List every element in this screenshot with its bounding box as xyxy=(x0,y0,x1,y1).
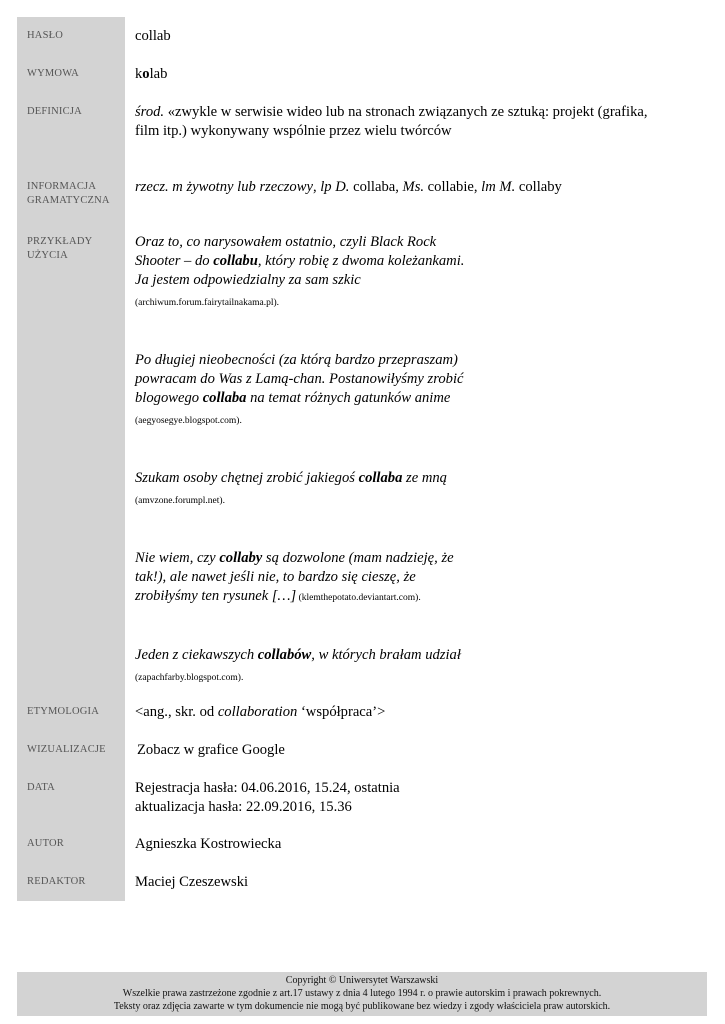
copyright-footer xyxy=(17,972,707,1016)
row-gramatyka xyxy=(17,168,707,223)
entry-dates: Rejestracja hasła: 04.06.2016, 15.24, ostatnia aktualizacja hasła: 22.09.2016, 15.36 xyxy=(135,780,400,815)
row-data xyxy=(17,769,707,825)
example-source: (amvzone.forumpl.net). xyxy=(135,496,225,506)
example-source: (archiwum.forum.fairytailnakama.pl). xyxy=(135,298,280,308)
definition-text: «zwykle w serwisie wideo lub na stronach związanych ze sztuką: projekt (grafika, film itp.) wykonywany wspólnie przez wielu twórców xyxy=(135,104,648,139)
grammar-pos: rzecz. m żywotny lub rzeczowy xyxy=(135,179,313,195)
examples xyxy=(125,223,707,693)
example-source: (zapachfarby.blogspot.com). xyxy=(135,673,244,683)
footer-rights: Wszelkie prawa zastrzeżone zgodnie z art.17 ustawy z dnia 4 lutego 1994 r. o prawie autorskim i prawach pokrewnych. xyxy=(122,988,602,999)
row-haslo xyxy=(17,17,707,55)
label-autor: AUTOR xyxy=(17,825,125,863)
definition-qualifier: środ. xyxy=(135,104,165,120)
row-definicja xyxy=(17,93,707,168)
grammar-pl-form: collaby xyxy=(515,179,562,195)
dictionary-entry xyxy=(17,17,707,901)
example-item: Po długiej nieobecności (za którą bardzo przepraszam) powracam do Was z Lamą-chan. Postanowiłyśmy zrobić blogowego collaba na temat różnych gatunków anime (aegyosegye.blogspot.com). xyxy=(135,352,464,426)
author: Agnieszka Kostrowiecka xyxy=(135,836,282,852)
etymology: <ang., skr. od collaboration ‘współpraca’> xyxy=(135,704,386,720)
headword: collab xyxy=(135,28,171,44)
row-autor xyxy=(17,825,707,863)
label-wizualizacje: WIZUALIZACJE xyxy=(17,731,125,769)
label-haslo: HASŁO xyxy=(17,17,125,55)
grammar-gen-form: collaba, xyxy=(349,179,403,195)
etymology-word: collaboration xyxy=(217,704,298,720)
row-przyklady xyxy=(17,223,707,693)
grammar-info xyxy=(125,168,707,223)
footer-notice: Teksty oraz zdjęcia zawarte w tym dokumencie nie mogą być publikowane bez wiedzy i zgody właściciela praw autorskich. xyxy=(113,1001,611,1012)
example-item: Oraz to, co narysowałem ostatnio, czyli Black Rock Shooter – do collabu, który robię z dwoma koleżankami. Ja jestem odpowiedzialny za sam szkic (archiwum.forum.fairytailnakama.pl). xyxy=(135,234,465,308)
label-gramatyka: INFORMACJA GRAMATYCZNA xyxy=(17,168,125,223)
example-source: (klemthepotato.deviantart.com). xyxy=(296,593,421,603)
label-data: DATA xyxy=(17,769,125,825)
label-etymologia: ETYMOLOGIA xyxy=(17,693,125,731)
definition xyxy=(125,93,707,168)
row-wizualizacje xyxy=(17,731,707,769)
example-item: Szukam osoby chętnej zrobić jakiegoś collaba ze mną (amvzone.forumpl.net). xyxy=(135,470,447,506)
row-wymowa xyxy=(17,55,707,93)
label-przyklady: PRZYKŁADY UŻYCIA xyxy=(17,223,125,693)
label-wymowa: WYMOWA xyxy=(17,55,125,93)
grammar-loc-form: collabie, xyxy=(424,179,482,195)
grammar-loc-tag: Ms. xyxy=(402,179,425,195)
pron-stress: o xyxy=(142,66,150,82)
footer-copyright: Copyright © Uniwersytet Warszawski xyxy=(285,975,439,986)
editor: Maciej Czeszewski xyxy=(135,874,249,890)
pron-post: lab xyxy=(149,66,168,82)
example-source: (aegyosegye.blogspot.com). xyxy=(135,416,242,426)
row-redaktor xyxy=(17,863,707,901)
example-item: Jeden z ciekawszych collabów, w których brałam udział (zapachfarby.blogspot.com). xyxy=(135,647,461,683)
pron-pre: k xyxy=(135,66,143,82)
google-images-link[interactable]: Zobacz w grafice Google xyxy=(137,742,285,758)
grammar-sep: , xyxy=(312,179,321,195)
grammar-gen-tag: lp D. xyxy=(320,179,350,195)
grammar-pl-tag: lm M. xyxy=(481,179,516,195)
label-redaktor: REDAKTOR xyxy=(17,863,125,901)
row-etymologia xyxy=(17,693,707,731)
pronunciation xyxy=(125,55,707,93)
example-item: Nie wiem, czy collaby są dozwolone (mam nadzieję, że tak!), ale nawet jeśli nie, to bardzo się cieszę, że zrobiłyśmy ten rysunek […] (klemthepotato.deviantart.com). xyxy=(135,550,454,604)
label-definicja: DEFINICJA xyxy=(17,93,125,168)
